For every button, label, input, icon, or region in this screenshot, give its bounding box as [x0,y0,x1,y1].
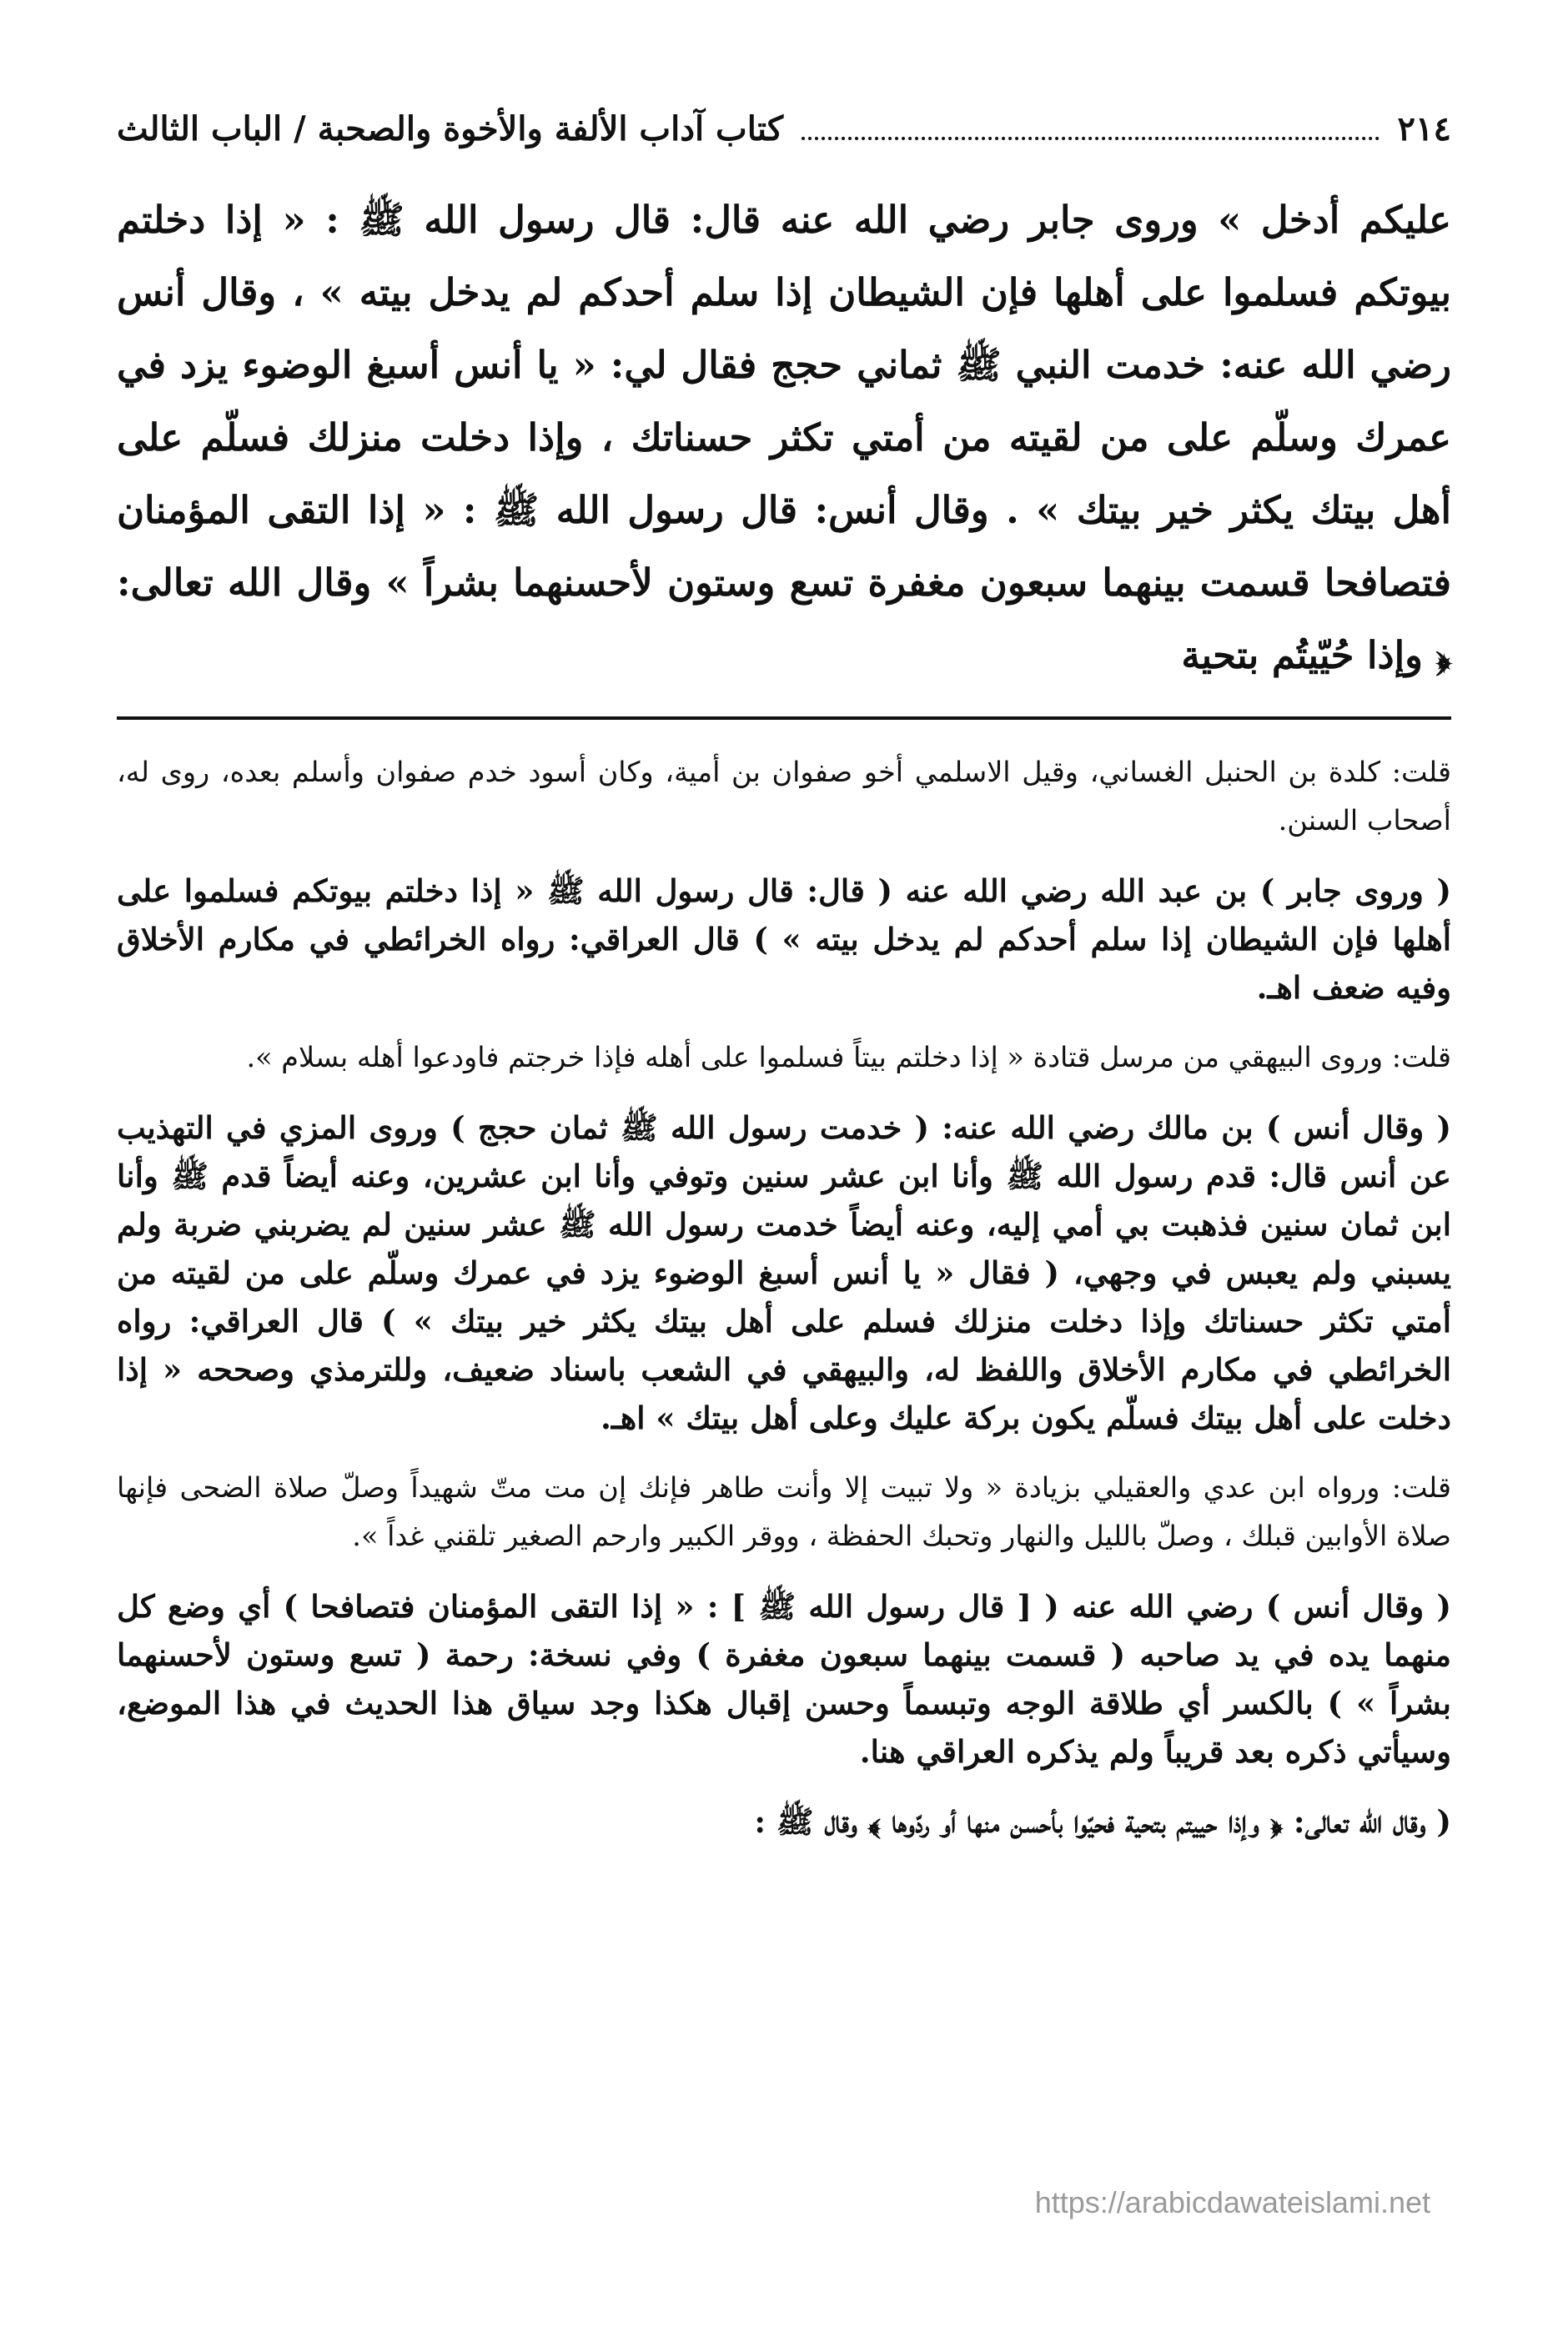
commentary-paragraph-1: قلت: كلدة بن الحنبل الغساني، وقيل الاسلمي أخو صفوان بن أمية، وكان أسود خدم صفوان وأسلم بعده، روى له، أصحاب السنن. [117,756,1451,837]
main-text-block [117,183,1451,691]
watermark-url: https://arabicdawateislami.net [1034,2185,1430,2219]
chapter-title: كتاب آداب الألفة والأخوة والصحبة / الباب الثالث [117,109,784,148]
book-page [117,100,1451,1867]
commentary-paragraph-3: قلت: وروى البيهقي من مرسل قتادة « إذا دخلتم بيتاً فسلموا على أهله فإذا خرجتم فاودعوا أهله بسلام ». [246,1041,1451,1073]
footnote-separator-rule [117,716,1451,720]
running-header [117,100,1451,158]
commentary-paragraph-4: ( وقال أنس ) بن مالك رضي الله عنه: ( خدمت رسول الله ﷺ ثمان حجج ) وروى المزي في التهذيب عن أنس قال: قدم رسول الله ﷺ وأنا ابن عشر سنين وتوفي وأنا ابن عشرين، وعنه أيضاً قدم ﷺ وأنا ابن ثمان سنين فذهبت بي أمي إليه، وعنه أيضاً خدمت رسول الله ﷺ عشر سنين لم يضربني ضربة ولم يسبني ولم يعبس في وجهي، ( فقال « يا أنس أسبغ الوضوء يزد في عمرك وسلّم على من لقيته من أمتي تكثر حسناتك وإذا دخلت منزلك فسلم على أهل بيتك يكثر خير بيتك » ) قال العراقي: رواه الخرائطي في مكارم الأخلاق واللفظ له، والبيهقي في الشعب باسناد ضعيف، وللترمذي وصححه « إذا دخلت على أهل بيتك فسلّم يكون بركة عليك وعلى أهل بيتك » اهـ. [117,1109,1451,1436]
commentary-paragraph-7: ( وقال الله تعالى: ﴿ وإذا حييتم بتحية فحيّوا بأحسن منها أو ردّوها ﴾ وقال ﷺ : [754,1803,1451,1840]
commentary-paragraph-5: قلت: ورواه ابن عدي والعقيلي بزيادة « ولا تبيت إلا وأنت طاهر فإنك إن مت متّ شهيداً وصلّ صلاة الضحى فإنها صلاة الأوابين قبلك ، وصلّ بالليل والنهار وتحبك الحفظة ، ووقر الكبير وارحم الصغير تلقني غداً ». [117,1471,1451,1552]
page-number: ٢١٤ [1397,109,1451,148]
header-dot-leader [802,103,1380,140]
main-paragraph: عليكم أدخل » وروى جابر رضي الله عنه قال: قال رسول الله ﷺ : « إذا دخلتم بيوتكم فسلموا على أهلها فإن الشيطان إذا سلم أحدكم لم يدخل بيته » ، وقال أنس رضي الله عنه: خدمت النبي ﷺ ثماني حجج فقال لي: « يا أنس أسبغ الوضوء يزد في عمرك وسلّم على من لقيته من أمتي تكثر حسناتك ، وإذا دخلت منزلك فسلّم على أهل بيتك يكثر خير بيتك » . وقال أنس: قال رسول الله ﷺ : « إذا التقى المؤمنان فتصافحا قسمت بينهما سبعون مغفرة تسع وستون لأحسنهما بشراً » وقال الله تعالى: ﴿ وإذا حُيّيتُم بتحية [117,198,1451,677]
commentary-paragraph-6: ( وقال أنس ) رضي الله عنه ( [ قال رسول الله ﷺ ] : « إذا التقى المؤمنان فتصافحا ) أي وضع كل منهما يده في يد صاحبه ( قسمت بينهما سبعون مغفرة ) وفي نسخة: رحمة ( تسع وستون لأحسنهما بشراً » ) بالكسر أي طلاقة الوجه وتبسماً وحسن إقبال هكذا وجد سياق هذا الحديث في هذا الموضع، وسيأتي ذكره بعد قريباً ولم يذكره العراقي هنا. [117,1588,1451,1770]
commentary-block [117,748,1451,1846]
commentary-paragraph-2: ( وروى جابر ) بن عبد الله رضي الله عنه ( قال: قال رسول الله ﷺ « إذا دخلتم بيوتكم فسلموا على أهلها فإن الشيطان إذا سلم أحدكم لم يدخل بيته » ) قال العراقي: رواه الخرائطي في مكارم الأخلاق وفيه ضعف اهـ. [117,872,1451,1006]
